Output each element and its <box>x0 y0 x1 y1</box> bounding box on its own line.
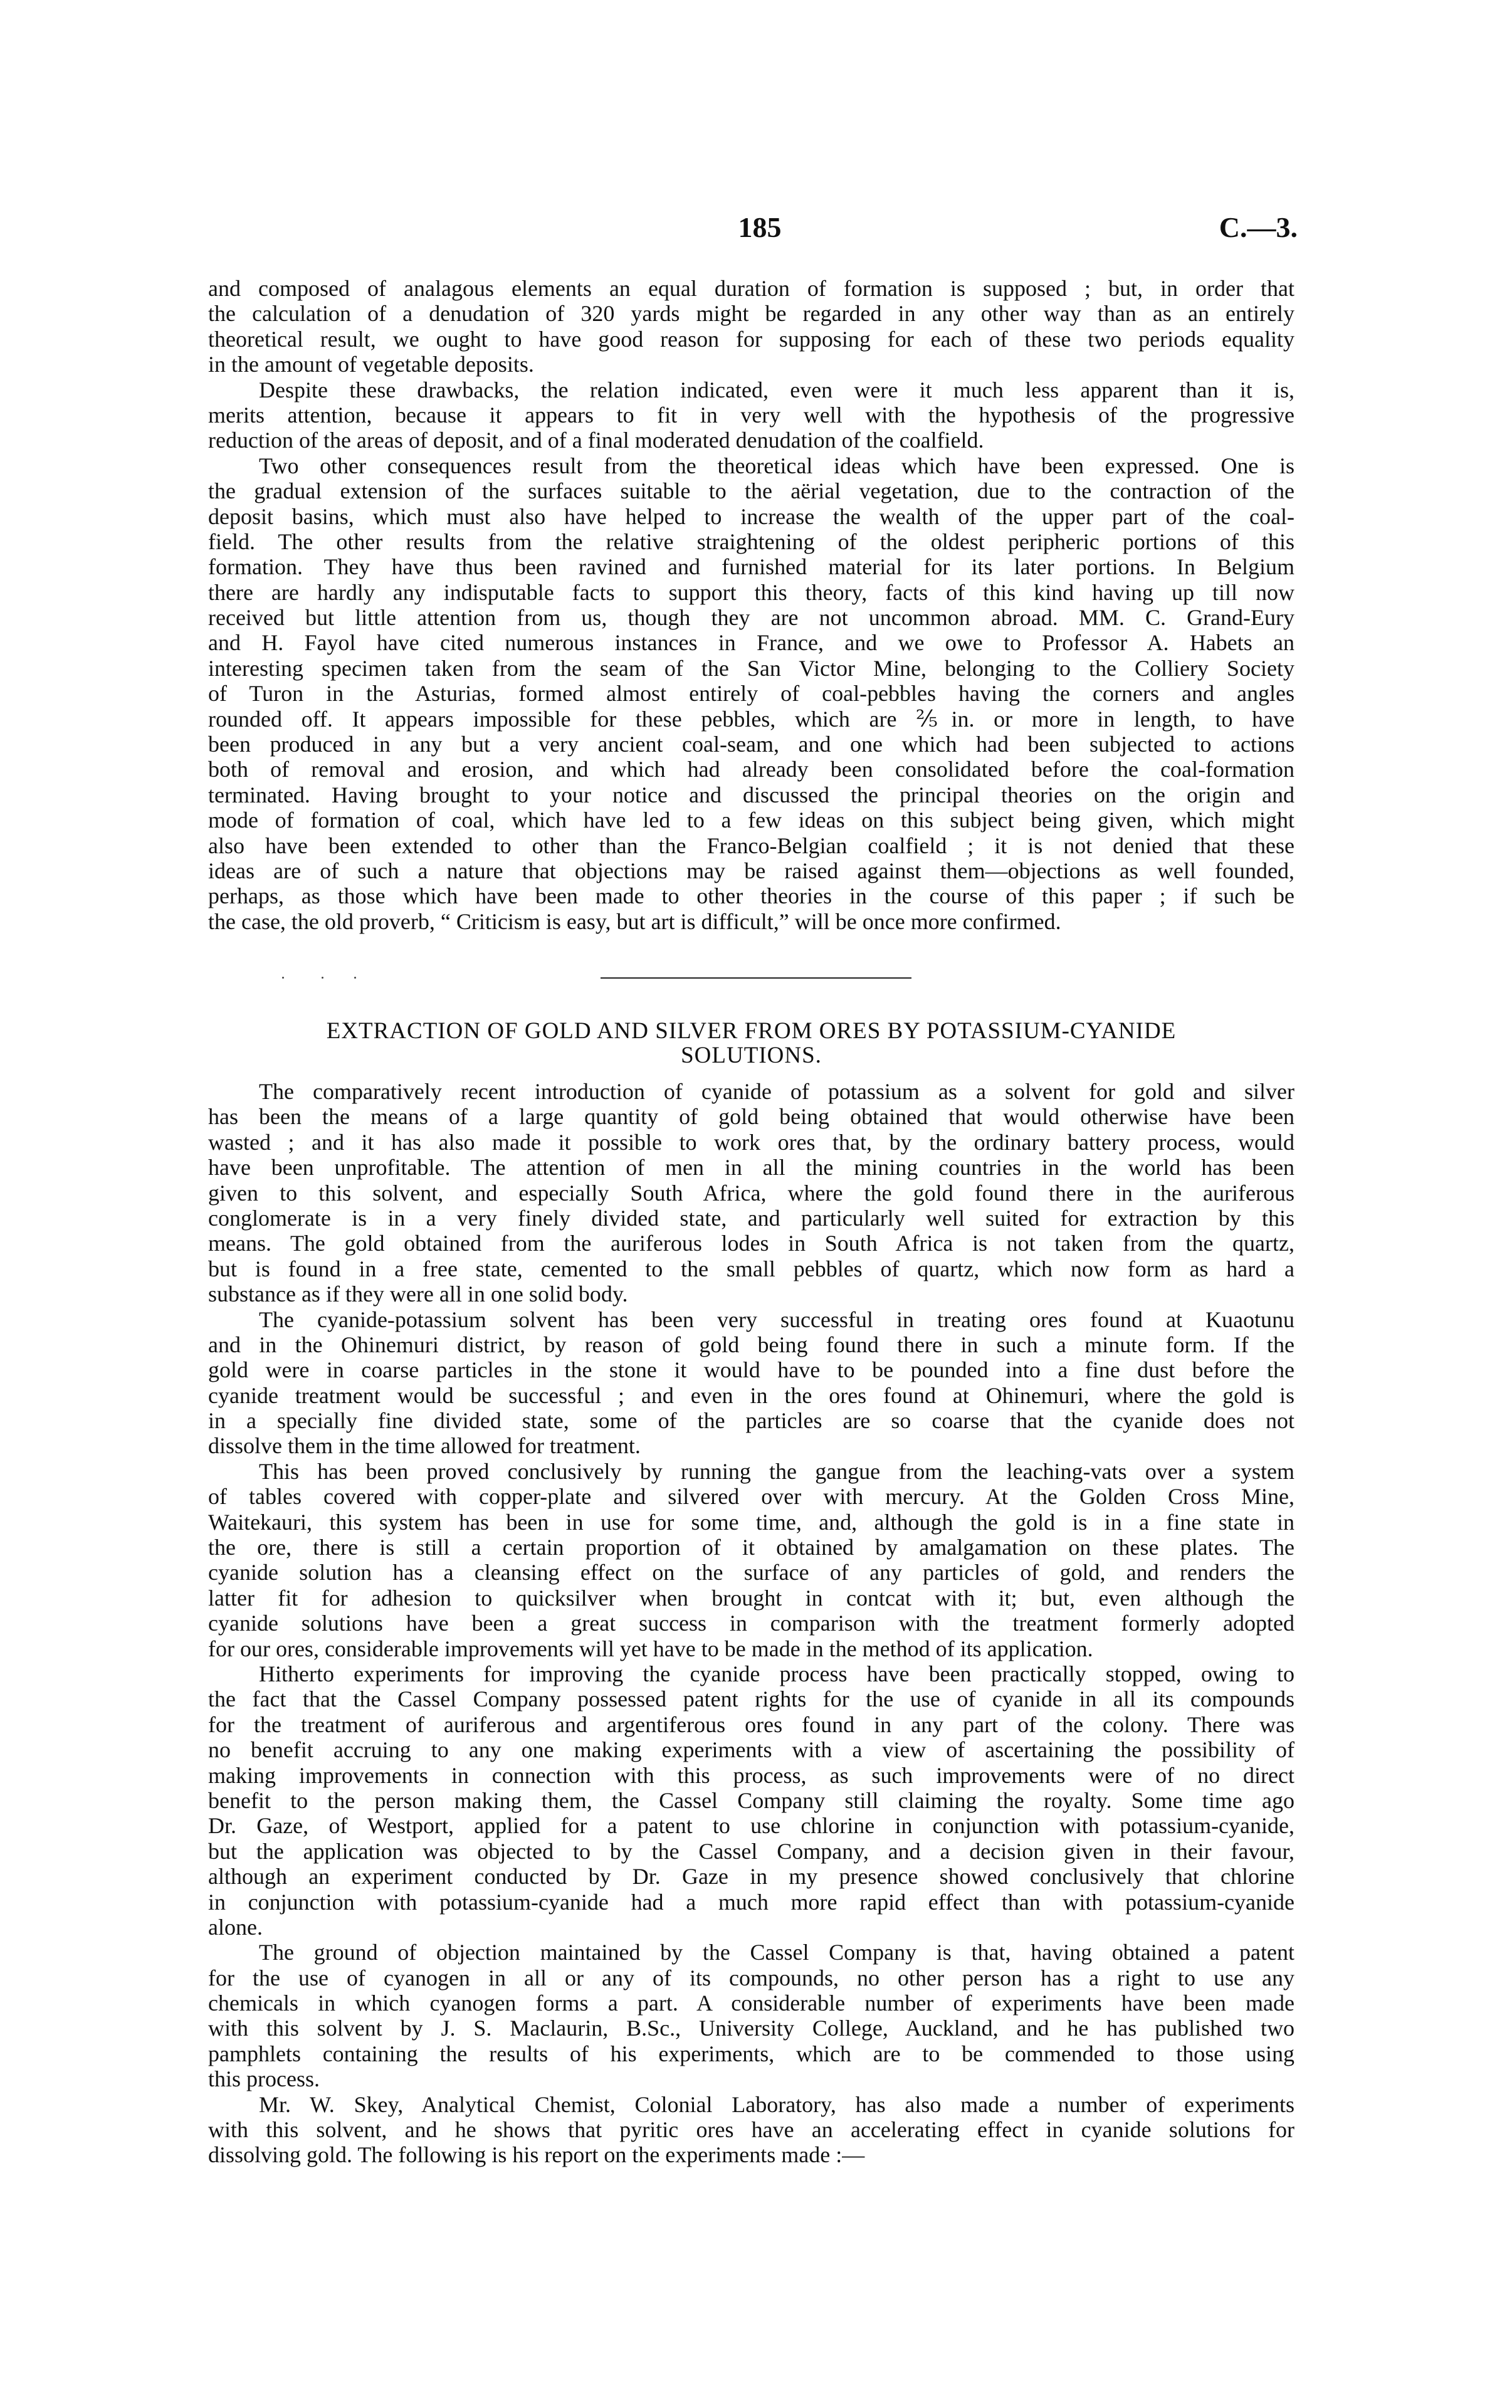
text-line: the case, the old proverb, “ Criticism is easy, but art is difficult,” will be once more confirmed. <box>208 908 1061 934</box>
print-speck <box>322 977 323 979</box>
text-line: deposit basins, which must also have helped to increase the wealth of the upper part of the coal- <box>208 503 1294 529</box>
text-line: been produced in any but a very ancient coal-seam, and one which had been subjected to actions <box>208 732 1294 757</box>
paragraph <box>208 377 1294 453</box>
text-line: in the amount of vegetable deposits. <box>208 352 534 377</box>
text-line: also have been extended to other than the Franco-Belgian coalfield ; it is not denied that these <box>208 833 1294 858</box>
text-line: of Turon in the Asturias, formed almost entirely of coal-pebbles having the corners and angles <box>208 681 1294 707</box>
text-line: this process. <box>208 2066 320 2092</box>
text-line: with this solvent, and he shows that pyritic ores have an accelerating effect in cyanide solutions for <box>208 2117 1294 2143</box>
text-line: Waitekauri, this system has been in use for some time, and, although the gold is in a fine state in <box>208 1509 1294 1535</box>
text-line: Hitherto experiments for improving the cyanide process have been practically stopped, owing to <box>259 1661 1294 1686</box>
text-line: The comparatively recent introduction of cyanide of potassium as a solvent for gold and silver <box>259 1079 1294 1104</box>
text-line: there are hardly any indisputable facts to support this theory, facts of this kind having up till now <box>208 579 1294 605</box>
text-line: received but little attention from us, though they are not uncommon abroad. MM. C. Grand-Eury <box>208 605 1294 631</box>
paragraph <box>208 276 1294 377</box>
text-line: means. The gold obtained from the auriferous lodes in South Africa is not taken from the quartz, <box>208 1231 1294 1256</box>
text-line: cyanide solutions have been a great success in comparison with the treatment formerly adopted <box>208 1611 1294 1636</box>
text-line: and composed of analagous elements an equal duration of formation is supposed ; but, in order that <box>208 276 1294 301</box>
text-line: but is found in a free state, cemented to the small pebbles of quartz, which now form as hard a <box>208 1256 1294 1281</box>
section-title-line: EXTRACTION OF GOLD AND SILVER FROM ORES BY POTASSIUM-CYANIDE <box>326 1018 1177 1044</box>
text-line: rounded off. It appears impossible for these pebbles, which are ⅖in. or more in length, to have <box>208 706 1294 732</box>
text-line: gold were in coarse particles in the stone it would have to be pounded into a fine dust before the <box>208 1357 1294 1383</box>
text-line: conglomerate is in a very finely divided state, and particularly well suited for extraction by this <box>208 1205 1294 1231</box>
text-line: both of removal and erosion, and which had already been consolidated before the coal-formation <box>208 757 1294 782</box>
text-line: and H. Fayol have cited numerous instances in France, and we owe to Professor A. Habets an <box>208 630 1294 656</box>
coal-theories-section <box>208 276 1294 934</box>
text-line: have been unprofitable. The attention of men in all the mining countries in the world has been <box>208 1155 1294 1180</box>
text-line: of tables covered with copper-plate and silvered over with mercury. At the Golden Cross Mine, <box>208 1484 1294 1510</box>
text-line: Two other consequences result from the theoretical ideas which have been expressed. One is <box>259 453 1294 478</box>
text-line: The ground of objection maintained by the Cassel Company is that, having obtained a patent <box>259 1940 1294 1965</box>
text-line: Despite these drawbacks, the relation indicated, even were it much less apparent than it is, <box>259 377 1294 402</box>
text-line: interesting specimen taken from the seam of the San Victor Mine, belonging to the Colliery Society <box>208 655 1294 681</box>
section-divider <box>601 977 911 979</box>
paragraph <box>208 1307 1294 1459</box>
text-line: although an experiment conducted by Dr. Gaze in my presence showed conclusively that chlorine <box>208 1864 1294 1890</box>
text-line: cyanide solution has a cleansing effect on the surface of any particles of gold, and renders the <box>208 1560 1294 1585</box>
paragraph <box>208 453 1294 934</box>
text-line: cyanide treatment would be successful ; and even in the ores found at Ohinemuri, where the gold is <box>208 1382 1294 1408</box>
cyanide-extraction-section <box>208 1079 1294 2168</box>
print-speck <box>282 977 284 979</box>
text-line: dissolve them in the time allowed for treatment. <box>208 1433 641 1459</box>
text-line: dissolving gold. The following is his report on the experiments made :— <box>208 2142 865 2168</box>
text-line: perhaps, as those which have been made to other theories in the course of this paper ; if such be <box>208 883 1294 909</box>
text-line: benefit to the person making them, the Cassel Company still claiming the royalty. Some time ago <box>208 1787 1294 1813</box>
text-line: reduction of the areas of deposit, and of a final moderated denudation of the coalfield. <box>208 428 984 453</box>
paragraph <box>208 1459 1294 1661</box>
text-line: merits attention, because it appears to fit in very well with the hypothesis of the progressive <box>208 402 1294 428</box>
page-number: 185 <box>738 211 782 243</box>
text-line: pamphlets containing the results of his experiments, which are to be commended to those using <box>208 2041 1294 2066</box>
paragraph <box>208 1940 1294 2091</box>
text-line: no benefit accruing to any one making experiments with a view of ascertaining the possibility of <box>208 1737 1294 1763</box>
text-line: theoretical result, we ought to have good reason for supposing for each of these two periods equality <box>208 326 1294 352</box>
text-line: chemicals in which cyanogen forms a part. A considerable number of experiments have been made <box>208 1990 1294 2016</box>
text-line: latter fit for adhesion to quicksilver when brought in contcat with it; but, even although the <box>208 1585 1294 1611</box>
text-line: the ore, there is still a certain proportion of it obtained by amalgamation on these plates. The <box>208 1535 1294 1560</box>
text-line: given to this solvent, and especially South Africa, where the gold found there in the auriferous <box>208 1180 1294 1206</box>
text-line: This has been proved conclusively by running the gangue from the leaching-vats over a system <box>259 1458 1294 1484</box>
text-line: formation. They have thus been ravined and furnished material for its later portions. In Belgium <box>208 554 1294 580</box>
paragraph <box>208 1661 1294 1940</box>
text-line: field. The other results from the relative straightening of the oldest peripheric portions of this <box>208 528 1294 554</box>
text-line: terminated. Having brought to your notice and discussed the principal theories on the origin and <box>208 782 1294 807</box>
text-line: the calculation of a denudation of 320 yards might be regarded in any other way than as an entirely <box>208 301 1294 327</box>
text-line: wasted ; and it has also made it possible to work ores that, by the ordinary battery process, would <box>208 1129 1294 1155</box>
text-line: making improvements in connection with this process, as such improvements were of no direct <box>208 1762 1294 1788</box>
text-line: for the use of cyanogen in all or any of its compounds, no other person has a right to use any <box>208 1965 1294 1990</box>
section-title <box>208 1019 1294 1068</box>
print-speck <box>354 977 356 979</box>
text-line: Mr. W. Skey, Analytical Chemist, Colonial Laboratory, has also made a number of experiments <box>259 2091 1294 2117</box>
text-line: in a specially fine divided state, some of the particles are so coarse that the cyanide does not <box>208 1408 1294 1434</box>
text-line: for the treatment of auriferous and argentiferous ores found in any part of the colony. There was <box>208 1711 1294 1737</box>
text-line: substance as if they were all in one solid body. <box>208 1281 628 1307</box>
section-title-line: SOLUTIONS. <box>681 1043 822 1068</box>
text-line: but the application was objected to by the Cassel Company, and a decision given in their favour, <box>208 1838 1294 1864</box>
text-line: mode of formation of coal, which have led to a few ideas on this subject being given, which might <box>208 807 1294 833</box>
document-reference: C.—3. <box>1219 211 1298 243</box>
text-line: in conjunction with potassium-cyanide had a much more rapid effect than with potassium-cyanide <box>208 1889 1294 1915</box>
paragraph <box>208 2092 1294 2168</box>
text-line: with this solvent by J. S. Maclaurin, B.Sc., University College, Auckland, and he has published two <box>208 2016 1294 2041</box>
text-line: for our ores, considerable improvements will yet have to be made in the method of its application. <box>208 1636 1093 1661</box>
text-line: and in the Ohinemuri district, by reason of gold being found there in such a minute form. If the <box>208 1332 1294 1357</box>
paragraph <box>208 1079 1294 1307</box>
text-line: Dr. Gaze, of Westport, applied for a patent to use chlorine in conjunction with potassium-cyanide, <box>208 1813 1294 1839</box>
text-line: alone. <box>208 1914 263 1940</box>
text-line: the fact that the Cassel Company possessed patent rights for the use of cyanide in all its compounds <box>208 1686 1294 1712</box>
text-line: the gradual extension of the surfaces suitable to the aërial vegetation, due to the contraction of the <box>208 478 1294 504</box>
text-line: ideas are of such a nature that objections may be raised against them—objections as well founded, <box>208 858 1294 883</box>
text-line: has been the means of a large quantity of gold being obtained that would otherwise have been <box>208 1104 1294 1130</box>
text-line: The cyanide-potassium solvent has been very successful in treating ores found at Kuaotunu <box>259 1307 1294 1332</box>
